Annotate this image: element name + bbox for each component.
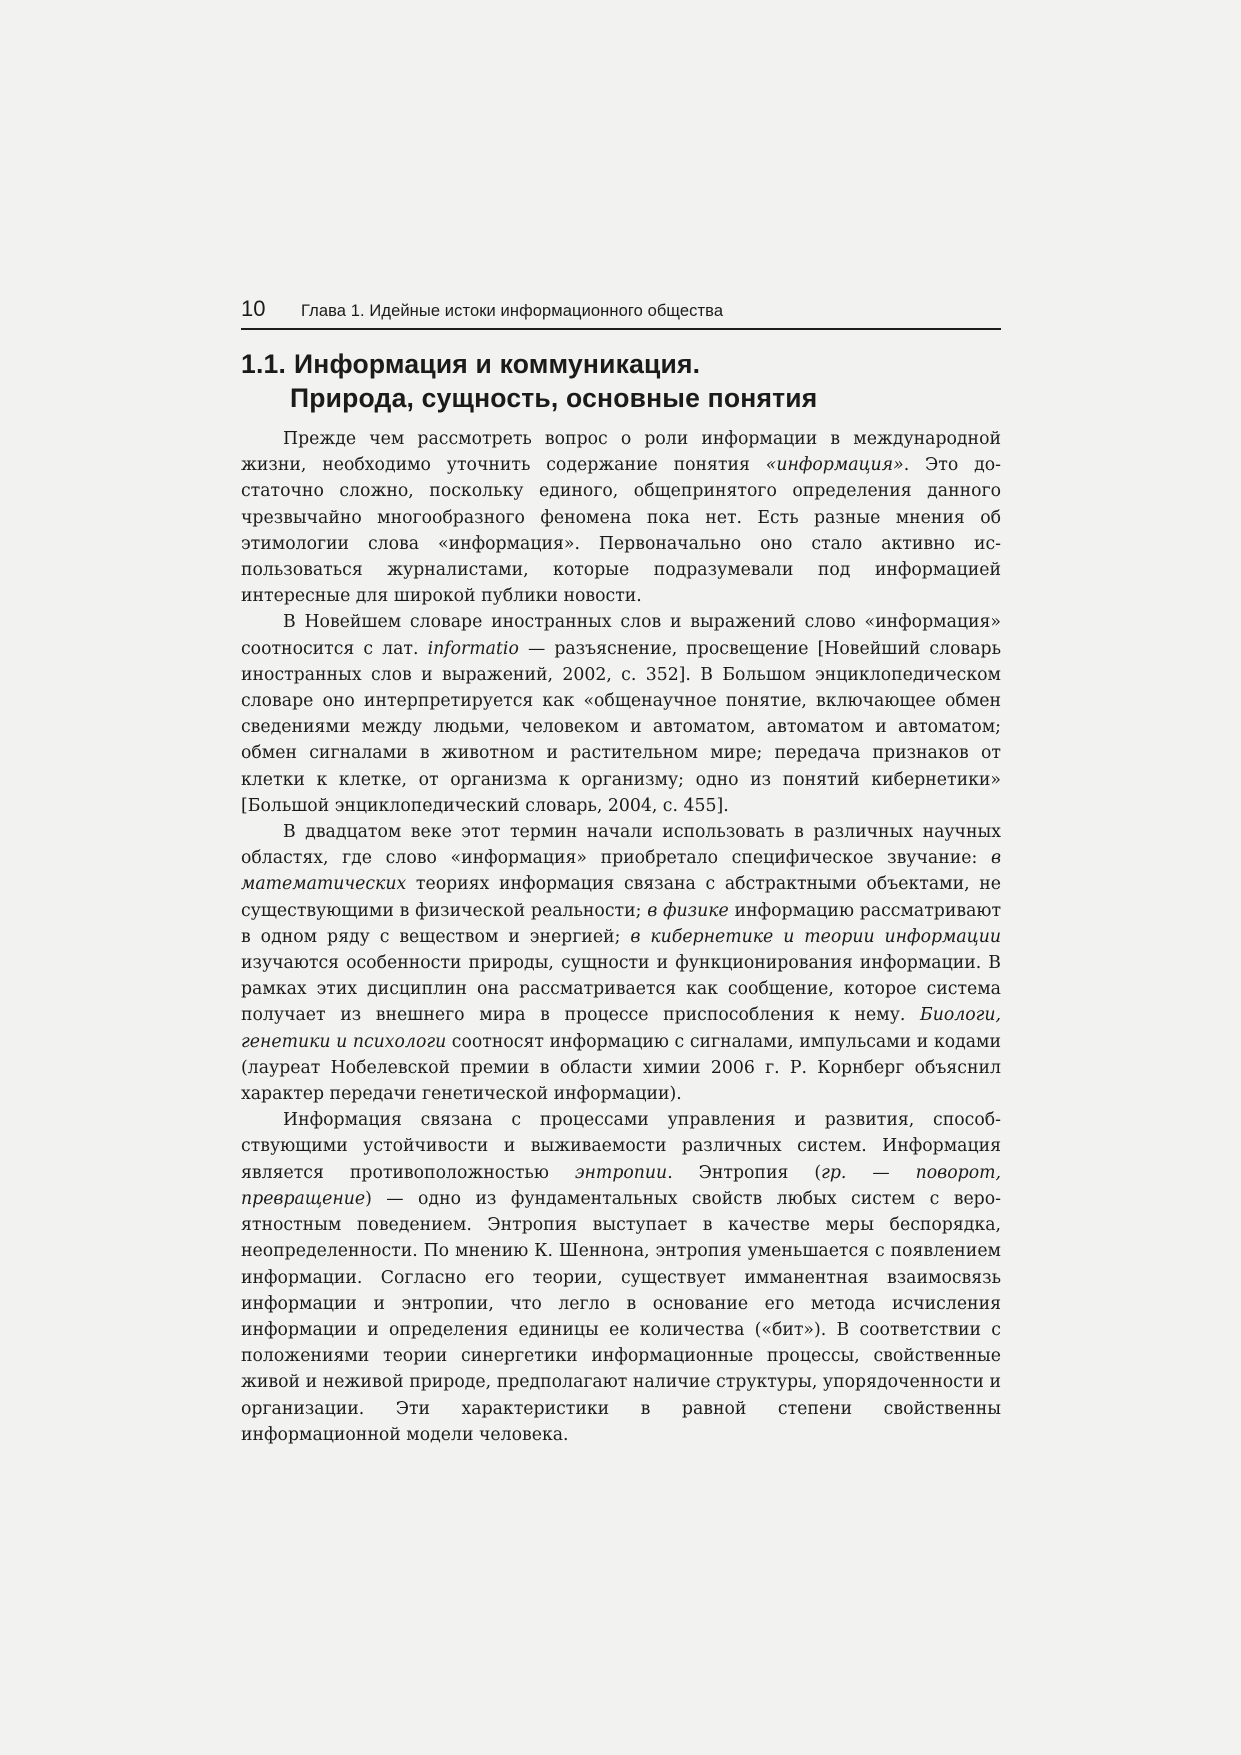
emphasis: в физике xyxy=(647,900,729,921)
emphasis: энтропии xyxy=(574,1162,668,1183)
text-run: . Это достаточно сложно, поскольку единого, общепринятого определения данного чрезвычайно многообразного феномена пока нет. Есть разные мнения об этимологии слова «информация». Первоначально оно стало активно использоваться журналистами, которые подразумевали под информацией интересные для широкой публики новости. xyxy=(241,455,1002,607)
text-run: Прежде чем рассмотреть вопрос о роли информации в международной жизни, необходимо уточнить содержание понятия xyxy=(241,429,1001,476)
paragraph-3 xyxy=(241,819,1001,1107)
emphasis: в математических xyxy=(241,848,1001,895)
emphasis: «информация» xyxy=(765,455,904,476)
emphasis: гр. — поворот, превращение xyxy=(241,1162,1001,1209)
section-title-line2: Природа, сущность, основные понятия xyxy=(290,383,818,413)
body-text xyxy=(241,426,1001,1448)
book-page xyxy=(241,296,1001,1448)
text-run: . Энтропия ( xyxy=(667,1162,822,1183)
text-run: ) — одно из фундаментальных свойств любых систем с вероятностным поведением. Энтропия выступает в качестве меры беспорядка, неопределенности. По мнению К. Шеннона, энтропия уменьшается с появлением информации. Согласно его теории, существует имманентная взаимосвязь информации и энтропии, что легло в основание его метода исчисления информации и определения единицы ее количества («бит»). В соответствии с положениями теории синергетики информационные процессы, свойственные живой и неживой природе, предполагают наличие структуры, упорядоченности и организации. Эти характеристики в равной степени свойственны информационной модели человека. xyxy=(241,1188,1001,1445)
paragraph-1 xyxy=(241,426,1001,609)
running-header xyxy=(241,296,1001,330)
text-run: — разъяснение, просвещение [Новейший словарь иностранных слов и выражений, 2002, с. 352]. В Большом энциклопедическом словаре оно интерпретируется как «общенаучное понятие, включающее обмен сведениями между людьми, человеком и автоматом, автоматом и автоматом; обмен сигналами в животном и растительном мире; передача признаков от клетки к клетке, от организма к организму; одно из понятий кибернетики» [Большой энциклопедический словарь, 2004, с. 455]. xyxy=(241,638,1001,816)
text-run: информацию рассматривают в одном ряду с веществом и энергией; xyxy=(241,900,1002,947)
text-run: изучаются особенности природы, сущности и функционирования информации. В рамках этих дисциплин она рассматривается как сообщение, которое система получает из внешнего мира в процессе приспособления к нему. xyxy=(241,953,1001,1026)
text-run: соотносят информацию с сигналами, импульсами и кодами (лауреат Нобелевской премии в области химии 2006 г. Р. Корнберг объяснил характер передачи генетической информации). xyxy=(241,1031,1001,1105)
section-heading xyxy=(241,347,1001,415)
emphasis: informatio xyxy=(427,638,519,659)
section-number: 1.1. xyxy=(241,349,287,379)
page-number: 10 xyxy=(241,296,266,321)
text-run: теориях информация связана с абстрактными объектами, не существующими в физической реальности; xyxy=(241,874,1001,921)
paragraph-2 xyxy=(241,609,1001,819)
chapter-title: Глава 1. Идейные истоки информационного общества xyxy=(301,302,724,320)
paragraph-4 xyxy=(241,1107,1001,1448)
emphasis: в кибернетике и теории информации xyxy=(630,926,1001,947)
emphasis: Биологи, генетики и психологи xyxy=(241,1005,1001,1052)
text-run: В двадцатом веке этот термин начали использовать в различных научных областях, где слово «информация» приобретало специфическое звучание: xyxy=(241,822,1001,869)
text-run: В Новейшем словаре иностранных слов и выражений слово «информация» соотносится с лат. xyxy=(241,612,1001,659)
text-run: Информация связана с процессами управления и развития, способствующими устойчивости и выживаемости различных систем. Информация является противоположностью xyxy=(241,1110,1001,1183)
section-title-line1: Информация и коммуникация. xyxy=(294,349,701,379)
